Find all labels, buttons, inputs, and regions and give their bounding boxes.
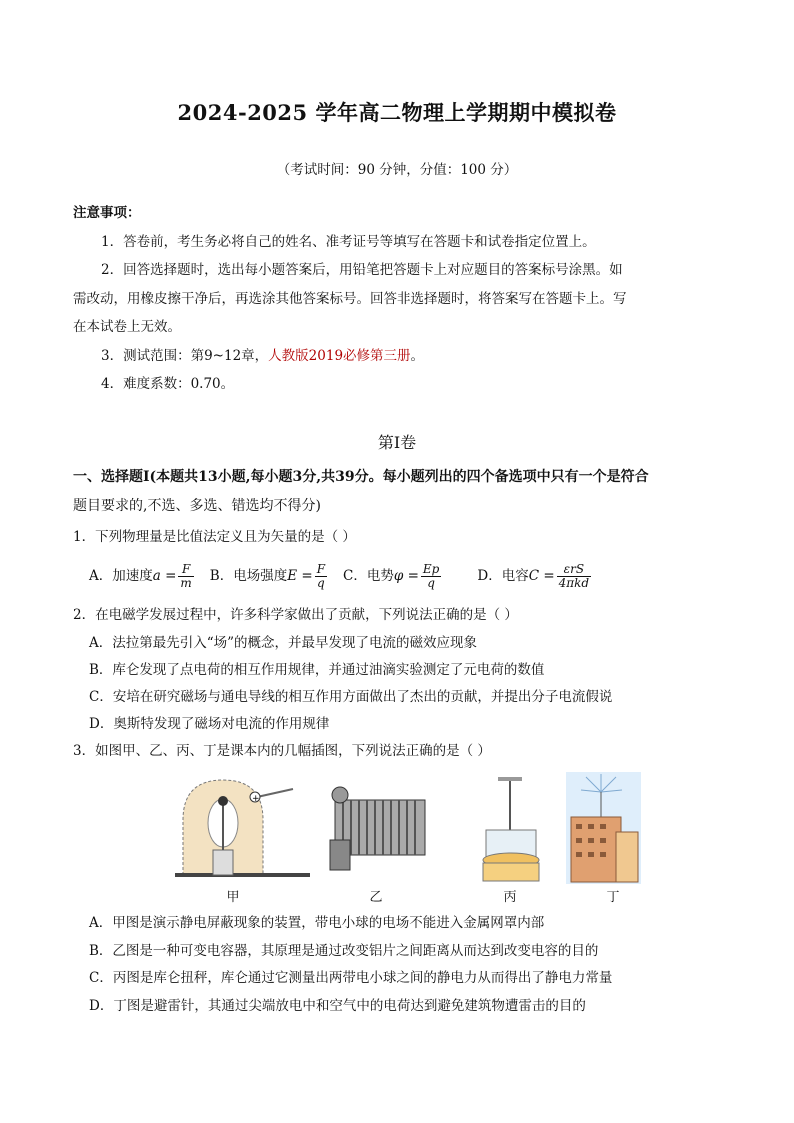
- figure-label-jia: 甲: [226, 890, 240, 905]
- exam-info: （考试时间：90 分钟，分值：100 分）: [276, 162, 518, 178]
- svg-text:+: +: [252, 794, 260, 804]
- q2-option-a: A．法拉第最先引入“场”的概念，并最早发现了电流的磁效应现象: [89, 635, 478, 651]
- figure-label-bing: 丙: [503, 890, 517, 905]
- page-title: 2024-2025 学年高二物理上学期期中模拟卷: [177, 100, 617, 125]
- q2-option-b: B．库仑发现了点电荷的相互作用规律，并通过油滴实验测定了元电荷的数值: [89, 662, 545, 678]
- q1-option-a: A．加速度a = $\frac{F}{m}$: [89, 561, 192, 590]
- q3-option-d: D．丁图是避雷针，其通过尖端放电中和空气中的电荷达到避免建筑物遭雷击的目的: [89, 998, 586, 1014]
- q1-options: [89, 556, 593, 596]
- note-3-prefix: 3．测试范围：第9~12章，: [101, 348, 269, 364]
- note-1: 1．答卷前，考生务必将自己的姓名、准考证号等填写在答题卡和试卷指定位置上。: [101, 234, 596, 250]
- note-3: [101, 347, 424, 366]
- note-2-line3: 在本试卷上无效。: [73, 319, 181, 335]
- section-title: 第Ⅰ卷: [377, 433, 417, 452]
- q2-option-c: C．安培在研究磁场与通电导线的相互作用方面做出了杰出的贡献，并提出分子电流假说: [89, 689, 613, 705]
- note-2-line2: 需改动，用橡皮擦干净后，再选涂其他答案标号。回答非选择题时，将答案写在答题卡上。写: [73, 291, 627, 307]
- q3-option-b: B．乙图是一种可变电容器，其原理是通过改变铝片之间距离从而达到改变电容的目的: [89, 943, 599, 959]
- figure-electrostatic-shield: [175, 775, 310, 885]
- note-3-textbook: 人教版2019必修第三册: [268, 348, 411, 364]
- q3-option-c: C．丙图是库仑扭秤，库仑通过它测量出两带电小球之间的静电力从而得出了静电力常量: [89, 970, 613, 986]
- q1-option-d: D．电容C = $\frac{\text{εrS}}{\text{4πkd}}$: [477, 561, 590, 590]
- figure-torsion-balance: [478, 775, 543, 885]
- figure-lightning-rod: [566, 772, 641, 884]
- section-heading-line1: 一、选择题Ⅰ(本题共13小题,每小题3分,共39分。每小题列出的四个备选项中只有一个是符合: [73, 469, 649, 485]
- figure-label-ding: 丁: [606, 890, 620, 905]
- q3-option-a: A．甲图是演示静电屏蔽现象的装置，带电小球的电场不能进入金属网罩内部: [89, 915, 545, 931]
- note-2-line1: 2．回答选择题时，选出每小题答案后，用铅笔把答题卡上对应题目的答案标号涂黑。如: [101, 262, 623, 278]
- section-heading-line2: 题目要求的,不选、多选、错选均不得分): [73, 498, 321, 514]
- q1-stem: 1．下列物理量是比值法定义且为矢量的是（ ）: [73, 529, 356, 545]
- notes-heading: 注意事项：: [73, 205, 141, 221]
- figure-variable-capacitor: [325, 780, 435, 875]
- note-3-suffix: 。: [410, 348, 425, 364]
- q2-stem: 2．在电磁学发展过程中，许多科学家做出了贡献，下列说法正确的是（ ）: [73, 607, 518, 623]
- q1-option-c: C．电势φ = $\frac{Ep}{q}$: [343, 561, 440, 590]
- note-4: 4．难度系数：0.70。: [101, 376, 235, 392]
- q1-option-b: B．电场强度E = $\frac{F}{q}$: [209, 561, 326, 590]
- q2-option-d: D．奥斯特发现了磁场对电流的作用规律: [89, 716, 330, 732]
- q3-stem: 3．如图甲、乙、丙、丁是课本内的几幅插图，下列说法正确的是（ ）: [73, 743, 491, 759]
- figure-label-yi: 乙: [369, 890, 383, 905]
